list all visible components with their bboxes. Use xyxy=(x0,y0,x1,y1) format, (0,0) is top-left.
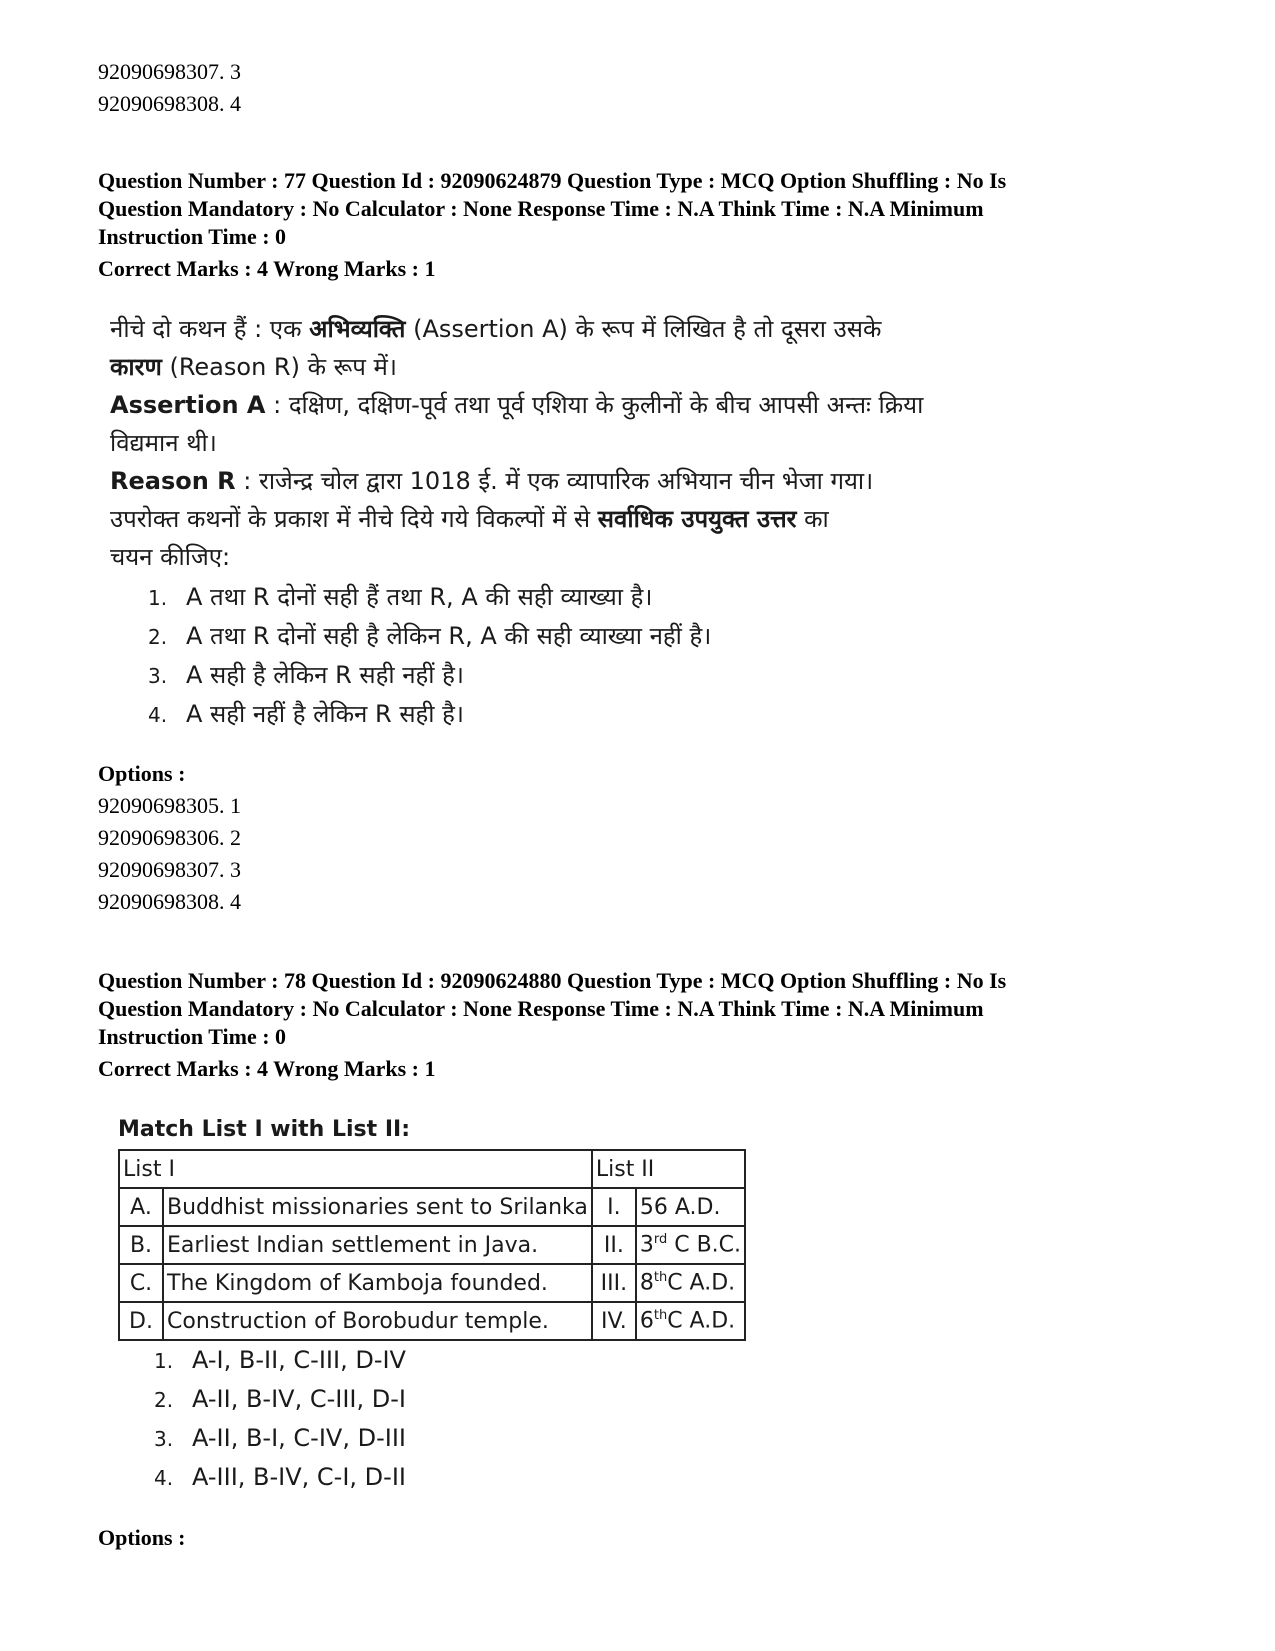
choice-item: 2. A तथा R दोनों सही है लेकिन R, A की सही व्याख्या नहीं है। xyxy=(148,622,712,650)
q77-assertion: Assertion A : दक्षिण, दक्षिण-पूर्व तथा पूर्व एशिया के कुलीनों के बीच आपसी अन्तः क्रिया xyxy=(110,391,924,419)
choice-item: 1. A-I, B-II, C-III, D-IV xyxy=(154,1346,406,1374)
match-title: Match List I with List II: xyxy=(118,1117,410,1142)
choice-item: 3. A सही है लेकिन R सही नहीं है। xyxy=(148,661,464,689)
table-header-row xyxy=(119,1150,745,1188)
q78-question-body xyxy=(118,1115,746,1497)
q77-intro-2: कारण (Reason R) के रूप में। xyxy=(110,353,398,381)
q77-marks: Correct Marks : 4 Wrong Marks : 1 xyxy=(98,256,436,281)
choice-item: 4. A सही नहीं है लेकिन R सही है। xyxy=(148,700,464,728)
q77-assertion-cont: विद्यमान थी। xyxy=(110,429,217,457)
options-label: Options : xyxy=(98,1525,186,1550)
q77-intro: नीचे दो कथन हैं : एक अभिव्यक्ति (Assertion A) के रूप में लिखित है तो दूसरा उसके xyxy=(110,315,882,343)
q77-instruction-2: चयन कीजिए: xyxy=(110,543,231,571)
q78-meta: Question Number : 78 Question Id : 92090624880 Question Type : MCQ Option Shuffling : No Is Question Mandatory : No Calculator : None Response Time : N.A Think Time : N.A Minimum Instruction Time : 0 Correct Marks : 4 Wrong Marks : 1 xyxy=(98,968,1007,1081)
choice-item: 1. A तथा R दोनों सही हैं तथा R, A की सही व्याख्या है। xyxy=(148,583,653,611)
option-line: 92090698306. 2 xyxy=(98,825,241,850)
q78-choices xyxy=(154,1341,746,1497)
top-options xyxy=(98,58,241,118)
q77-instruction: उपरोक्त कथनों के प्रकाश में नीचे दिये गये विकल्पों में से सर्वाधिक उपयुक्त उत्तर का xyxy=(110,505,829,533)
q77-options xyxy=(98,760,241,916)
options-label: Options : xyxy=(98,761,186,786)
table-row: A. Buddhist missionaries sent to Srilanka I. 56 A.D. xyxy=(119,1188,745,1226)
option-line: 92090698305. 1 xyxy=(98,793,241,818)
option-line: 92090698308. 4 xyxy=(98,91,241,116)
q78-choices-wrap xyxy=(118,1341,746,1497)
q77-reason: Reason R : राजेन्द्र चोल द्वारा 1018 ई. में एक व्यापारिक अभियान चीन भेजा गया। xyxy=(110,467,874,495)
q77-choices xyxy=(148,578,923,734)
option-line: 92090698307. 3 xyxy=(98,857,241,882)
table-row: C. The Kingdom of Kamboja founded. III. 8thC A.D. xyxy=(119,1264,745,1302)
choice-item: 3. A-II, B-I, C-IV, D-III xyxy=(154,1424,406,1452)
choice-item: 4. A-III, B-IV, C-I, D-II xyxy=(154,1463,406,1491)
list2-header: List II xyxy=(592,1150,745,1188)
q78-marks: Correct Marks : 4 Wrong Marks : 1 xyxy=(98,1056,436,1081)
list1-header: List I xyxy=(119,1150,592,1188)
table-row: D. Construction of Borobudur temple. IV. 6thC A.D. xyxy=(119,1302,745,1340)
option-line: 92090698308. 4 xyxy=(98,889,241,914)
choice-item: 2. A-II, B-IV, C-III, D-I xyxy=(154,1385,406,1413)
table-row: B. Earliest Indian settlement in Java. II. 3rd C B.C. xyxy=(119,1226,745,1264)
match-table xyxy=(118,1149,746,1341)
option-line: 92090698307. 3 xyxy=(98,59,241,84)
q77-meta: Question Number : 77 Question Id : 92090624879 Question Type : MCQ Option Shuffling : No Is Question Mandatory : No Calculator : None Response Time : N.A Think Time : N.A Minimum Instruction Time : 0 Correct Marks : 4 Wrong Marks : 1 xyxy=(98,168,1007,281)
q77-question-body xyxy=(110,310,923,734)
